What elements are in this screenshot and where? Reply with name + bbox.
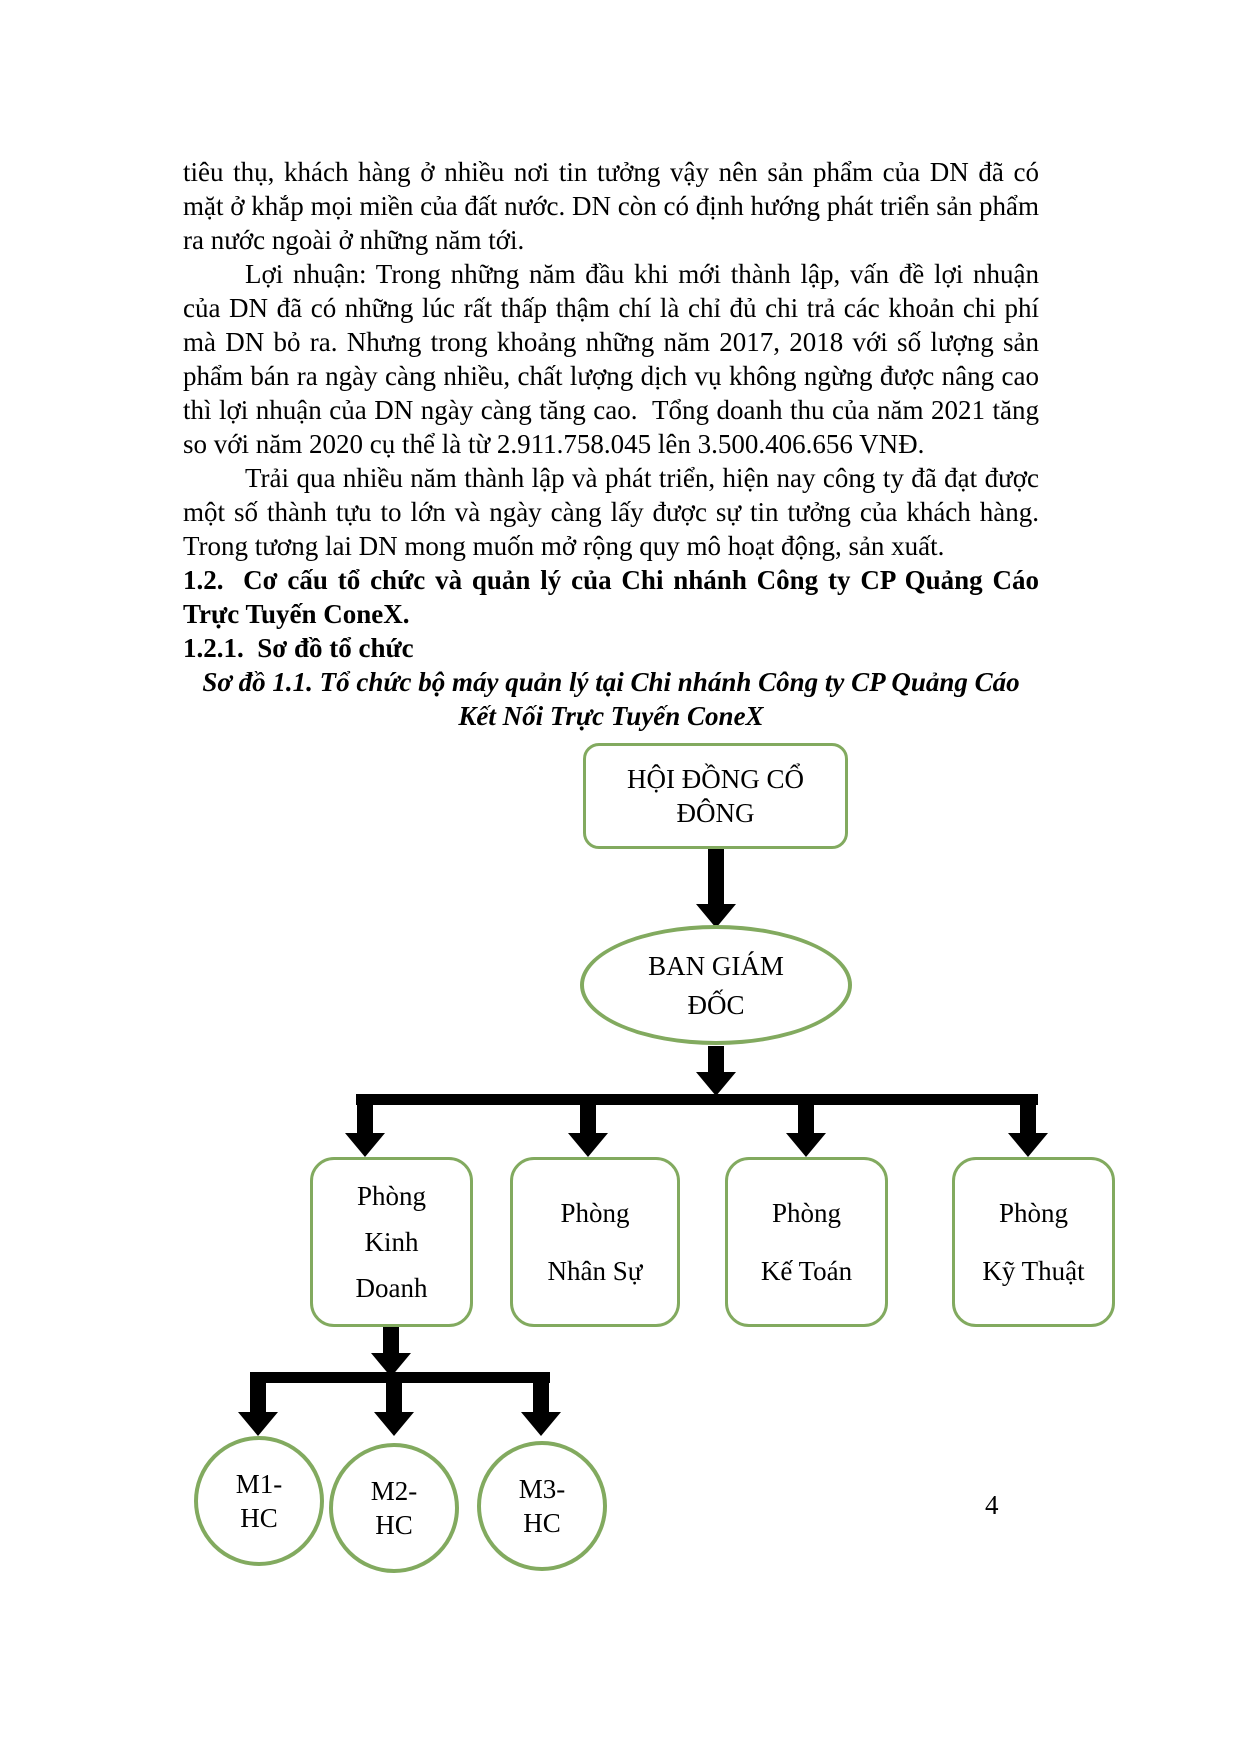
connector-bar-departments <box>356 1094 1038 1105</box>
section-heading-1-2: 1.2. Cơ cấu tổ chức và quản lý của Chi nhánh Công ty CP Quảng Cáo Trực Tuyến ConeX. <box>183 565 1039 629</box>
node-label: ĐÔNG <box>676 798 755 828</box>
node-label: Kế Toán <box>760 1256 853 1286</box>
node-directors <box>580 925 852 1045</box>
paragraph-profit: Lợi nhuận: Trong những năm đầu khi mới thành lập, vấn đề lợi nhuận của DN đã có những lúc rất thấp thậm chí là chỉ đủ chi trả các khoản chi phí mà DN bỏ ra. Nhưng trong khoảng những năm 2017, 2018 với số lượng sản phẩm bán ra ngày càng nhiều, chất lượng dịch vụ không ngừng được nâng cao thì lợi nhuận của DN ngày càng tăng cao. Tổng doanh thu của năm 2021 tăng so với năm 2020 cụ thể là từ 2.911.758.045 lên 3.500.406.656 VNĐ. <box>183 259 1039 459</box>
node-dept-ky-thuat <box>952 1157 1115 1327</box>
node-label: Kỹ Thuật <box>982 1256 1085 1286</box>
arrowhead-down-icon <box>521 1412 561 1436</box>
arrowhead-down-icon <box>374 1412 414 1436</box>
node-team-m2 <box>329 1443 459 1573</box>
node-dept-nhan-su <box>510 1157 680 1327</box>
node-label: M2- <box>370 1476 418 1506</box>
node-team-m1 <box>194 1436 324 1566</box>
body-text <box>183 155 1039 733</box>
subsection-heading-1-2-1: 1.2.1. Sơ đồ tổ chức <box>183 633 414 663</box>
arrowhead-down-icon <box>786 1133 826 1157</box>
arrowhead-down-icon <box>568 1133 608 1157</box>
arrow-to-dept-nhan-su <box>580 1104 596 1134</box>
arrow-shareholders-to-directors <box>708 849 724 906</box>
node-label: Phòng <box>560 1198 630 1228</box>
node-label: HC <box>523 1508 561 1538</box>
node-label: HC <box>240 1503 278 1533</box>
node-label: Phòng <box>998 1198 1069 1228</box>
node-label: BAN GIÁM <box>648 950 784 981</box>
page-number: 4 <box>985 1490 999 1520</box>
node-label: HỘI ĐỒNG CỔ <box>627 764 804 794</box>
node-dept-ke-toan <box>725 1157 888 1327</box>
arrow-to-team-m3 <box>533 1382 549 1414</box>
arrow-to-team-m1 <box>250 1382 266 1414</box>
arrow-to-dept-ke-toan <box>798 1104 814 1134</box>
paragraph-products: tiêu thụ, khách hàng ở nhiều nơi tin tưởng vậy nên sản phẩm của DN đã có mặt ở khắp mọi miền của đất nước. DN còn có định hướng phát triển sản phẩm ra nước ngoài ở những năm tới. <box>183 157 1039 255</box>
node-label: M1- <box>235 1469 283 1499</box>
diagram-caption: Sơ đồ 1.1. Tổ chức bộ máy quản lý tại Chi nhánh Công ty CP Quảng Cáo Kết Nối Trực Tuyến ConeX <box>202 667 1020 731</box>
arrowhead-down-icon <box>238 1412 278 1436</box>
arrow-to-team-m2 <box>386 1382 402 1414</box>
arrowhead-down-icon <box>345 1133 385 1157</box>
node-label: Nhân Sự <box>547 1256 643 1286</box>
arrow-kinh-doanh-to-teams <box>383 1327 399 1355</box>
arrow-to-dept-kinh-doanh <box>357 1104 373 1134</box>
node-label: Phòng <box>356 1181 427 1211</box>
node-label: HC <box>375 1510 413 1540</box>
node-label: Kinh <box>364 1227 419 1257</box>
node-label: Phòng <box>771 1198 842 1228</box>
node-label: Doanh <box>355 1273 428 1303</box>
arrowhead-down-icon <box>696 1072 736 1096</box>
node-label: ĐỐC <box>687 989 745 1020</box>
node-team-m3 <box>477 1441 607 1571</box>
paragraph-achievements: Trải qua nhiều năm thành lập và phát triển, hiện nay công ty đã đạt được một số thành tựu to lớn và ngày càng lấy được sự tin tưởng của khách hàng. Trong tương lai DN mong muốn mở rộng quy mô hoạt động, sản xuất. <box>183 463 1039 561</box>
arrowhead-down-icon <box>1008 1133 1048 1157</box>
node-shareholders <box>583 743 848 849</box>
arrow-to-dept-ky-thuat <box>1020 1104 1036 1134</box>
node-dept-kinh-doanh <box>310 1157 473 1327</box>
node-label: M3- <box>518 1474 566 1504</box>
